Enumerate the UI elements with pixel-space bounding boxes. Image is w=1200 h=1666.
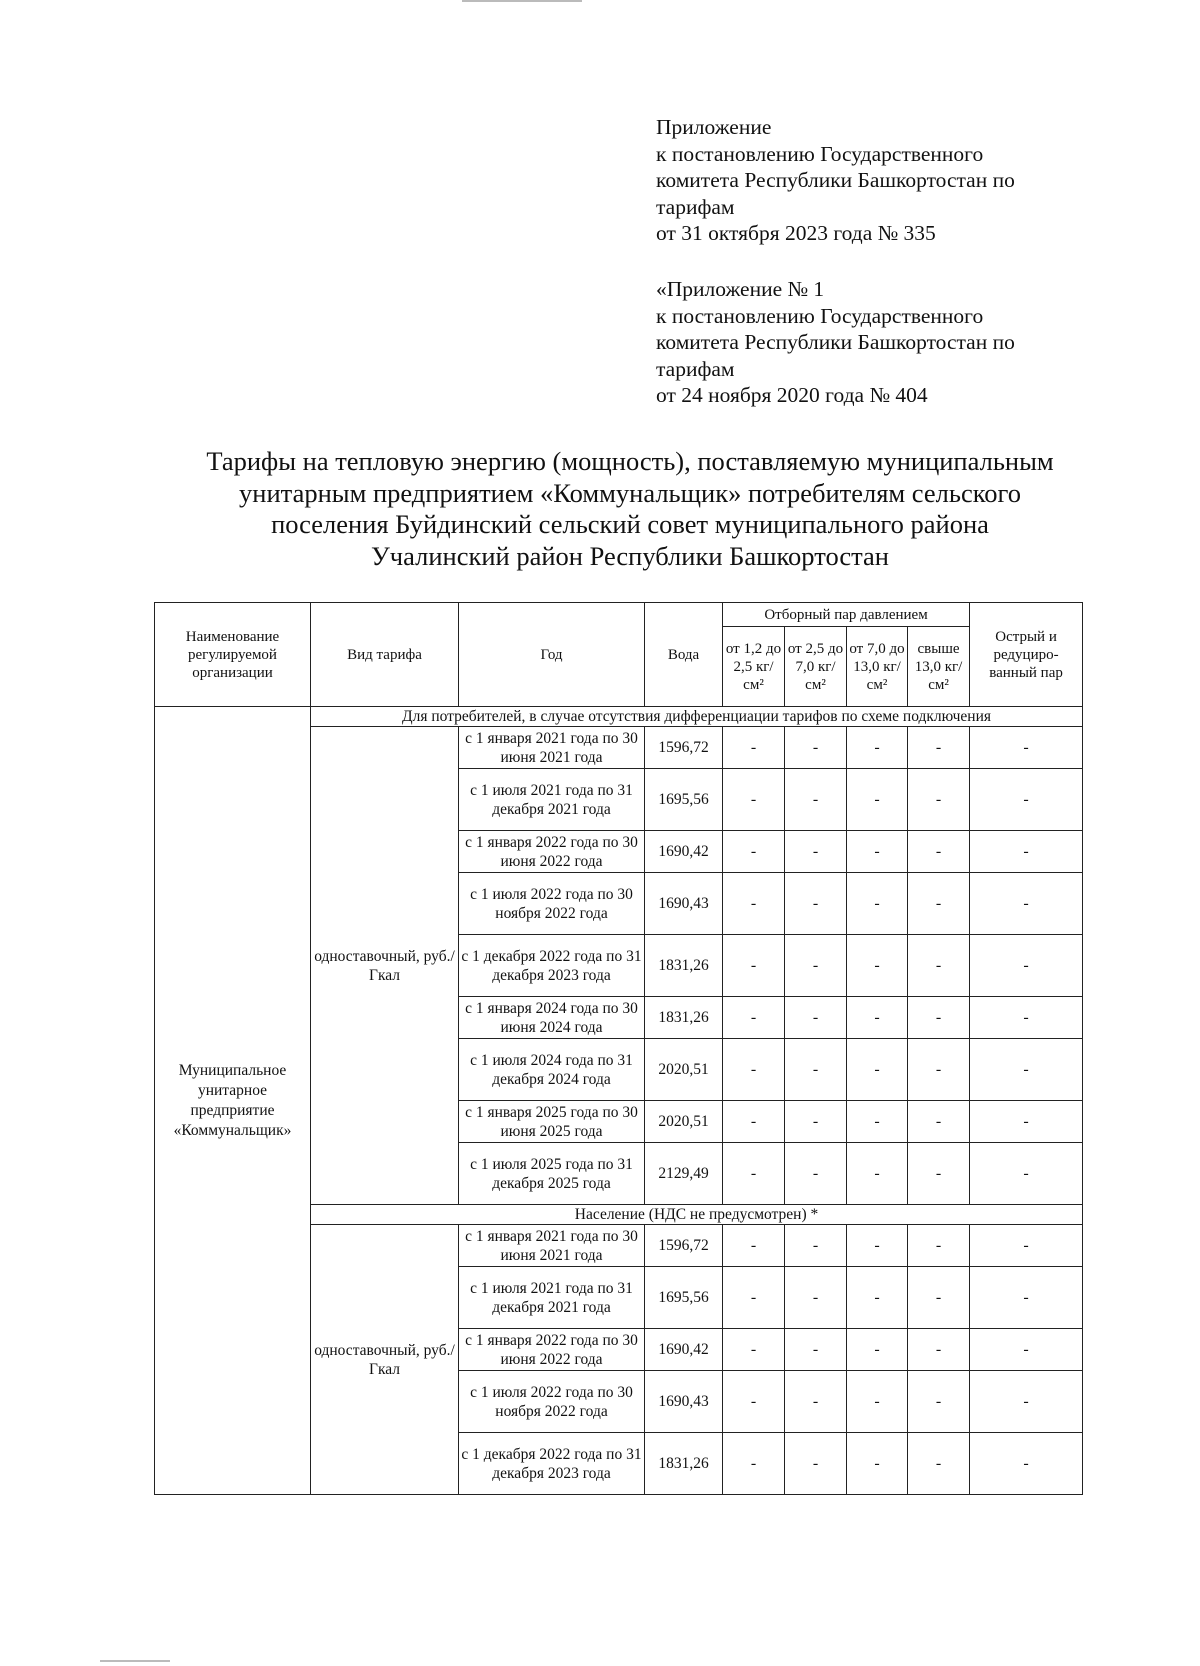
steam-s2-cell: - — [785, 727, 847, 769]
steam-s4-cell: - — [908, 769, 970, 831]
appendix-line: тарифам — [656, 194, 735, 219]
water-price-cell: 1690,43 — [645, 1371, 723, 1433]
steam-s2-cell: - — [785, 873, 847, 935]
tariff-table — [154, 602, 1083, 1495]
steam-s4-cell: - — [908, 935, 970, 997]
steam-sharp-cell: - — [970, 1329, 1083, 1371]
steam-s2-cell: - — [785, 831, 847, 873]
steam-s2-cell: - — [785, 1039, 847, 1101]
steam-s2-cell: - — [785, 1267, 847, 1329]
steam-s3-cell: - — [847, 1433, 908, 1495]
header-sharp-steam: Острый и редуциро-ванный пар — [970, 603, 1083, 707]
water-price-cell: 1596,72 — [645, 1225, 723, 1267]
water-price-cell: 1690,42 — [645, 1329, 723, 1371]
steam-s2-cell: - — [785, 935, 847, 997]
steam-sharp-cell: - — [970, 1225, 1083, 1267]
steam-s4-cell: - — [908, 873, 970, 935]
water-price-cell: 1695,56 — [645, 769, 723, 831]
water-price-cell: 1831,26 — [645, 1433, 723, 1495]
tariff-type: одноставочный, руб./Гкал — [311, 727, 459, 1205]
steam-s1-cell: - — [723, 1225, 785, 1267]
steam-s3-cell: - — [847, 1371, 908, 1433]
organization-name: Муниципальное унитарное предприятие «Коммунальщик» — [155, 707, 311, 1495]
steam-s3-cell: - — [847, 997, 908, 1039]
water-price-cell: 1695,56 — [645, 1267, 723, 1329]
scan-mark-top — [462, 0, 582, 2]
steam-s1-cell: - — [723, 1371, 785, 1433]
steam-s4-cell: - — [908, 727, 970, 769]
steam-s4-cell: - — [908, 1225, 970, 1267]
period-cell: с 1 января 2024 года по 30 июня 2024 года — [459, 997, 645, 1039]
header-steam-4: свыше 13,0 кг/см² — [908, 627, 970, 707]
water-price-cell: 2020,51 — [645, 1039, 723, 1101]
steam-sharp-cell: - — [970, 935, 1083, 997]
section-title: Для потребителей, в случае отсутствия дифференциации тарифов по схеме подключения — [311, 707, 1083, 727]
title-line: Тарифы на тепловую энергию (мощность), поставляемую муниципальным — [206, 446, 1054, 476]
steam-s1-cell: - — [723, 1143, 785, 1205]
steam-s3-cell: - — [847, 873, 908, 935]
steam-sharp-cell: - — [970, 997, 1083, 1039]
header-org: Наименование регулируемой организации — [155, 603, 311, 707]
header-steam-2: от 2,5 до 7,0 кг/см² — [785, 627, 847, 707]
period-cell: с 1 июля 2022 года по 30 ноября 2022 года — [459, 873, 645, 935]
period-cell: с 1 июля 2025 года по 31 декабря 2025 года — [459, 1143, 645, 1205]
appendix-line: к постановлению Государственного — [656, 141, 984, 166]
steam-s4-cell: - — [908, 1101, 970, 1143]
document-title — [150, 446, 1110, 572]
header-year: Год — [459, 603, 645, 707]
steam-sharp-cell: - — [970, 831, 1083, 873]
appendix-header — [656, 114, 1126, 247]
period-cell: с 1 января 2022 года по 30 июня 2022 года — [459, 831, 645, 873]
steam-sharp-cell: - — [970, 1371, 1083, 1433]
section-title-row — [155, 707, 1083, 727]
steam-s1-cell: - — [723, 727, 785, 769]
water-price-cell: 1690,42 — [645, 831, 723, 873]
steam-s2-cell: - — [785, 1433, 847, 1495]
period-cell: с 1 декабря 2022 года по 31 декабря 2023 года — [459, 1433, 645, 1495]
steam-s1-cell: - — [723, 1433, 785, 1495]
steam-s2-cell: - — [785, 1225, 847, 1267]
header-steam-3: от 7,0 до 13,0 кг/см² — [847, 627, 908, 707]
steam-s3-cell: - — [847, 1101, 908, 1143]
steam-s3-cell: - — [847, 1225, 908, 1267]
tariff-type: одноставочный, руб./Гкал — [311, 1225, 459, 1495]
steam-s4-cell: - — [908, 1329, 970, 1371]
header-water: Вода — [645, 603, 723, 707]
steam-sharp-cell: - — [970, 1267, 1083, 1329]
header-steam-group: Отборный пар давлением — [723, 603, 970, 627]
original-appendix-header — [656, 276, 1126, 409]
period-cell: с 1 июля 2021 года по 31 декабря 2021 года — [459, 1267, 645, 1329]
steam-s4-cell: - — [908, 1267, 970, 1329]
water-price-cell: 1831,26 — [645, 997, 723, 1039]
steam-s4-cell: - — [908, 1371, 970, 1433]
steam-s4-cell: - — [908, 997, 970, 1039]
steam-s1-cell: - — [723, 769, 785, 831]
steam-s1-cell: - — [723, 831, 785, 873]
water-price-cell: 1831,26 — [645, 935, 723, 997]
steam-s4-cell: - — [908, 831, 970, 873]
steam-s2-cell: - — [785, 1143, 847, 1205]
steam-s1-cell: - — [723, 1329, 785, 1371]
steam-sharp-cell: - — [970, 727, 1083, 769]
period-cell: с 1 января 2022 года по 30 июня 2022 года — [459, 1329, 645, 1371]
tariff-table-body — [155, 707, 1083, 1495]
appendix-line: тарифам — [656, 356, 735, 381]
steam-s1-cell: - — [723, 873, 785, 935]
title-line: унитарным предприятием «Коммунальщик» потребителям сельского — [239, 477, 1021, 508]
period-cell: с 1 июля 2022 года по 30 ноября 2022 года — [459, 1371, 645, 1433]
steam-s1-cell: - — [723, 997, 785, 1039]
appendix-line: «Приложение № 1 — [656, 277, 825, 301]
steam-s4-cell: - — [908, 1039, 970, 1101]
period-cell: с 1 января 2021 года по 30 июня 2021 года — [459, 1225, 645, 1267]
steam-s2-cell: - — [785, 1101, 847, 1143]
appendix-line: от 31 октября 2023 года № 335 — [656, 221, 936, 245]
steam-sharp-cell: - — [970, 1101, 1083, 1143]
scan-mark-bottom — [100, 1660, 170, 1662]
period-cell: с 1 июля 2021 года по 31 декабря 2021 года — [459, 769, 645, 831]
steam-s3-cell: - — [847, 1039, 908, 1101]
period-cell: с 1 января 2025 года по 30 июня 2025 года — [459, 1101, 645, 1143]
header-tariff-type: Вид тарифа — [311, 603, 459, 707]
steam-s3-cell: - — [847, 831, 908, 873]
steam-sharp-cell: - — [970, 1143, 1083, 1205]
header-steam-1: от 1,2 до 2,5 кг/см² — [723, 627, 785, 707]
water-price-cell: 2129,49 — [645, 1143, 723, 1205]
period-cell: с 1 января 2021 года по 30 июня 2021 года — [459, 727, 645, 769]
steam-s3-cell: - — [847, 935, 908, 997]
steam-s3-cell: - — [847, 769, 908, 831]
steam-s4-cell: - — [908, 1143, 970, 1205]
steam-s3-cell: - — [847, 1267, 908, 1329]
steam-s1-cell: - — [723, 1101, 785, 1143]
steam-s3-cell: - — [847, 1143, 908, 1205]
section-title: Население (НДС не предусмотрен) * — [311, 1205, 1083, 1225]
steam-s3-cell: - — [847, 1329, 908, 1371]
water-price-cell: 1596,72 — [645, 727, 723, 769]
appendix-line: комитета Республики Башкортостан по — [656, 168, 1015, 192]
steam-s1-cell: - — [723, 1039, 785, 1101]
steam-sharp-cell: - — [970, 769, 1083, 831]
water-price-cell: 1690,43 — [645, 873, 723, 935]
water-price-cell: 2020,51 — [645, 1101, 723, 1143]
steam-s2-cell: - — [785, 997, 847, 1039]
appendix-line: Приложение — [656, 115, 772, 139]
steam-sharp-cell: - — [970, 873, 1083, 935]
period-cell: с 1 июля 2024 года по 31 декабря 2024 года — [459, 1039, 645, 1101]
steam-s2-cell: - — [785, 1329, 847, 1371]
steam-s1-cell: - — [723, 1267, 785, 1329]
appendix-line: к постановлению Государственного — [656, 303, 984, 328]
steam-s1-cell: - — [723, 935, 785, 997]
steam-sharp-cell: - — [970, 1433, 1083, 1495]
appendix-line: комитета Республики Башкортостан по — [656, 330, 1015, 354]
steam-s4-cell: - — [908, 1433, 970, 1495]
steam-s2-cell: - — [785, 1371, 847, 1433]
title-line: поселения Буйдинский сельский совет муниципального района — [271, 509, 989, 539]
steam-s3-cell: - — [847, 727, 908, 769]
period-cell: с 1 декабря 2022 года по 31 декабря 2023 года — [459, 935, 645, 997]
steam-s2-cell: - — [785, 769, 847, 831]
steam-sharp-cell: - — [970, 1039, 1083, 1101]
title-line: Учалинский район Республики Башкортостан — [371, 540, 889, 571]
appendix-line: от 24 ноября 2020 года № 404 — [656, 383, 928, 407]
